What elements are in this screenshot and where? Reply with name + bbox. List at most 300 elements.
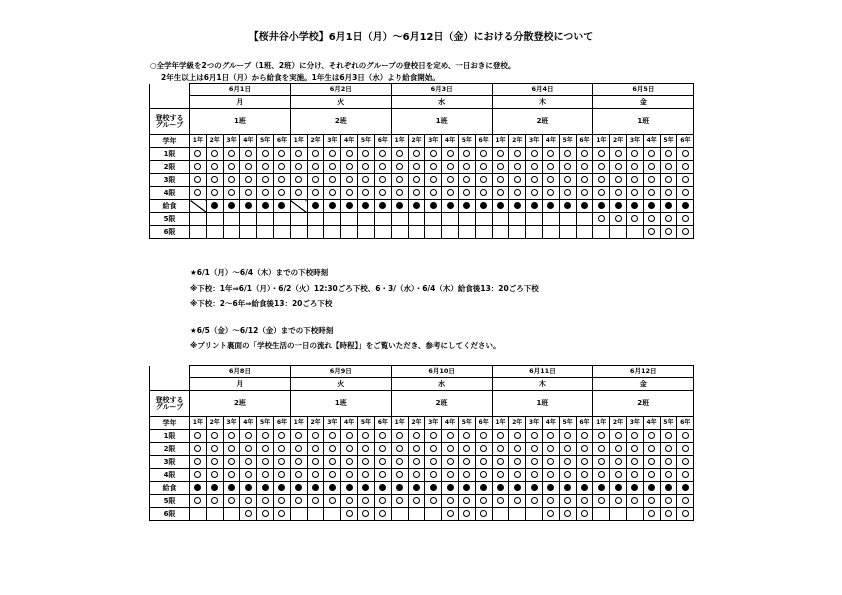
circle-mark [379, 497, 386, 504]
circle-mark [430, 163, 437, 170]
attend-cell [190, 187, 207, 200]
grade-header: 3年 [223, 417, 240, 430]
attend-cell [442, 508, 459, 521]
empty-cell [206, 213, 223, 226]
day-group: 2班 [190, 391, 291, 417]
day-weekday: 金 [593, 96, 694, 109]
filled-circle-mark [631, 202, 638, 209]
grade-header: 4年 [643, 417, 660, 430]
circle-mark [430, 445, 437, 452]
attend-cell [374, 469, 391, 482]
attend-cell [526, 430, 543, 443]
filled-circle-mark [598, 484, 605, 491]
circle-mark [346, 432, 353, 439]
circle-mark [329, 458, 336, 465]
attend-cell [223, 187, 240, 200]
circle-mark [312, 458, 319, 465]
empty-cell [542, 226, 559, 239]
attend-cell [576, 456, 593, 469]
lunch-cell [576, 200, 593, 213]
filled-circle-mark [615, 202, 622, 209]
attend-cell [610, 495, 627, 508]
no-lunch-cell [190, 200, 207, 213]
filled-circle-mark [547, 202, 554, 209]
lunch-cell [643, 200, 660, 213]
attend-cell [677, 495, 694, 508]
circle-mark [648, 445, 655, 452]
filled-circle-mark [682, 484, 689, 491]
lunch-cell [492, 482, 509, 495]
attend-cell [374, 495, 391, 508]
attend-cell [677, 187, 694, 200]
attend-cell [593, 161, 610, 174]
attend-cell [542, 430, 559, 443]
attend-cell [374, 456, 391, 469]
day-date: 6月4日 [492, 84, 593, 96]
attend-cell [475, 443, 492, 456]
attend-cell [257, 430, 274, 443]
empty-cell [475, 226, 492, 239]
circle-mark [497, 176, 504, 183]
filled-circle-mark [514, 484, 521, 491]
day-weekday: 火 [290, 378, 391, 391]
grade-header: 6年 [576, 417, 593, 430]
circle-mark [278, 163, 285, 170]
attend-cell [240, 469, 257, 482]
circle-mark [346, 458, 353, 465]
circle-mark [480, 189, 487, 196]
circle-mark [648, 471, 655, 478]
attend-cell [475, 469, 492, 482]
grade-header: 5年 [559, 417, 576, 430]
attend-cell [442, 469, 459, 482]
grade-header: 2年 [610, 417, 627, 430]
circle-mark [531, 445, 538, 452]
circle-mark [648, 176, 655, 183]
attend-cell [206, 430, 223, 443]
filled-circle-mark [329, 202, 336, 209]
circle-mark [665, 215, 672, 222]
circle-mark [346, 189, 353, 196]
day-group: 1班 [190, 109, 291, 135]
circle-mark [531, 497, 538, 504]
lunch-cell [643, 482, 660, 495]
circle-mark [648, 150, 655, 157]
attend-cell [307, 443, 324, 456]
lunch-cell [475, 482, 492, 495]
attend-cell [542, 456, 559, 469]
empty-cell [374, 226, 391, 239]
circle-mark [228, 163, 235, 170]
attend-cell [593, 430, 610, 443]
circle-mark [480, 445, 487, 452]
lunch-cell [273, 200, 290, 213]
attend-cell [576, 443, 593, 456]
attend-cell [307, 430, 324, 443]
attend-cell [408, 443, 425, 456]
attend-cell [257, 148, 274, 161]
attend-cell [273, 443, 290, 456]
grade-header: 4年 [542, 135, 559, 148]
attend-cell [324, 456, 341, 469]
corner-cell [150, 378, 190, 391]
attend-cell [391, 443, 408, 456]
corner-cell [150, 84, 190, 96]
attend-cell [660, 508, 677, 521]
grade-header: 1年 [290, 135, 307, 148]
circle-mark [682, 228, 689, 235]
circle-mark [312, 497, 319, 504]
circle-mark [682, 432, 689, 439]
empty-cell [492, 508, 509, 521]
empty-cell [408, 226, 425, 239]
circle-mark [245, 445, 252, 452]
lunch-cell [257, 482, 274, 495]
circle-mark [497, 445, 504, 452]
attend-cell [408, 495, 425, 508]
attend-cell [509, 495, 526, 508]
attend-cell [576, 148, 593, 161]
lunch-cell [408, 482, 425, 495]
attend-cell [240, 148, 257, 161]
circle-mark [194, 445, 201, 452]
circle-mark [581, 445, 588, 452]
circle-mark [598, 458, 605, 465]
attend-cell [593, 443, 610, 456]
lunch-cell [358, 482, 375, 495]
empty-cell [290, 213, 307, 226]
attend-cell [542, 508, 559, 521]
lunch-cell [374, 200, 391, 213]
empty-cell [610, 226, 627, 239]
grade-header: 1年 [593, 417, 610, 430]
attend-cell [240, 495, 257, 508]
grade-header: 1年 [190, 417, 207, 430]
page-title: 【桜井谷小学校】6月1日（月）～6月12日（金）における分散登校について [248, 32, 594, 43]
attend-cell [290, 161, 307, 174]
circle-mark [531, 471, 538, 478]
grade-header: 4年 [240, 135, 257, 148]
circle-mark [211, 497, 218, 504]
attend-cell [290, 187, 307, 200]
attend-cell [240, 430, 257, 443]
circle-mark [396, 189, 403, 196]
grade-label: 学年 [150, 135, 190, 148]
empty-cell [492, 226, 509, 239]
attend-cell [492, 456, 509, 469]
lunch-cell [223, 482, 240, 495]
empty-cell [425, 226, 442, 239]
filled-circle-mark [631, 484, 638, 491]
circle-mark [329, 176, 336, 183]
circle-mark [362, 445, 369, 452]
period-label: 給食 [150, 200, 190, 213]
attend-cell [526, 443, 543, 456]
filled-circle-mark [262, 484, 269, 491]
circle-mark [514, 497, 521, 504]
attend-cell [509, 174, 526, 187]
circle-mark [682, 458, 689, 465]
attend-cell [358, 148, 375, 161]
attend-cell [240, 508, 257, 521]
attend-cell [475, 495, 492, 508]
circle-mark [413, 176, 420, 183]
grade-header: 3年 [223, 135, 240, 148]
attend-cell [509, 469, 526, 482]
circle-mark [598, 215, 605, 222]
grade-header: 2年 [408, 135, 425, 148]
circle-mark [598, 497, 605, 504]
grade-header: 2年 [206, 417, 223, 430]
grade-header: 2年 [307, 135, 324, 148]
circle-mark [312, 163, 319, 170]
attend-cell [442, 161, 459, 174]
attend-cell [559, 174, 576, 187]
filled-circle-mark [379, 202, 386, 209]
circle-mark [346, 471, 353, 478]
lunch-cell [509, 482, 526, 495]
attend-cell [358, 443, 375, 456]
circle-mark [447, 176, 454, 183]
circle-mark [564, 189, 571, 196]
circle-mark [262, 176, 269, 183]
circle-mark [379, 163, 386, 170]
notes1-line-1: ※下校：1年⇒6/1（月）・6/2（火）12:30ごろ下校、6・3/（水）・6/4（木）給食後13：20ごろ下校 [190, 284, 539, 293]
attend-cell [206, 148, 223, 161]
grade-header: 5年 [660, 417, 677, 430]
circle-mark [547, 458, 554, 465]
attend-cell [643, 174, 660, 187]
circle-mark [228, 432, 235, 439]
circle-mark [312, 432, 319, 439]
circle-mark [211, 176, 218, 183]
empty-cell [307, 213, 324, 226]
circle-mark [362, 497, 369, 504]
filled-circle-mark [362, 484, 369, 491]
circle-mark [245, 458, 252, 465]
circle-mark [598, 150, 605, 157]
circle-mark [262, 150, 269, 157]
attend-cell [408, 430, 425, 443]
filled-circle-mark [615, 484, 622, 491]
grade-header: 2年 [509, 417, 526, 430]
attend-cell [341, 187, 358, 200]
attend-cell [358, 161, 375, 174]
circle-mark [245, 189, 252, 196]
circle-mark [228, 189, 235, 196]
empty-cell [408, 508, 425, 521]
circle-mark [648, 458, 655, 465]
day-date: 6月12日 [593, 366, 694, 378]
day-group: 2班 [593, 391, 694, 417]
lunch-cell [559, 200, 576, 213]
attend-cell [240, 443, 257, 456]
circle-mark [295, 150, 302, 157]
attend-cell [257, 187, 274, 200]
grade-header: 6年 [576, 135, 593, 148]
circle-mark [463, 471, 470, 478]
empty-cell [223, 213, 240, 226]
circle-mark [262, 510, 269, 517]
circle-mark [329, 150, 336, 157]
attend-cell [223, 161, 240, 174]
empty-cell [542, 213, 559, 226]
period-label: 3限 [150, 174, 190, 187]
filled-circle-mark [598, 202, 605, 209]
circle-mark [262, 471, 269, 478]
empty-cell [526, 226, 543, 239]
attend-cell [492, 469, 509, 482]
circle-mark [262, 497, 269, 504]
circle-mark [278, 458, 285, 465]
circle-mark [194, 471, 201, 478]
empty-cell [391, 213, 408, 226]
empty-cell [425, 213, 442, 226]
period-label: 3限 [150, 456, 190, 469]
attend-cell [677, 469, 694, 482]
circle-mark [447, 510, 454, 517]
circle-mark [631, 445, 638, 452]
circle-mark [413, 189, 420, 196]
circle-mark [648, 215, 655, 222]
attend-cell [307, 495, 324, 508]
attend-cell [190, 161, 207, 174]
attend-cell [660, 226, 677, 239]
lunch-cell [542, 200, 559, 213]
circle-mark [480, 510, 487, 517]
attend-cell [257, 161, 274, 174]
filled-circle-mark [228, 484, 235, 491]
circle-mark [547, 176, 554, 183]
attend-cell [190, 443, 207, 456]
empty-cell [324, 508, 341, 521]
attend-cell [425, 187, 442, 200]
attend-cell [576, 161, 593, 174]
empty-cell [559, 226, 576, 239]
circle-mark [598, 189, 605, 196]
lunch-cell [425, 200, 442, 213]
notes1-line-2: ※下校：2～6年⇒給食後13：20ごろ下校 [190, 299, 333, 308]
attend-cell [458, 187, 475, 200]
circle-mark [194, 497, 201, 504]
attend-cell [627, 174, 644, 187]
attend-cell [677, 430, 694, 443]
attend-cell [290, 456, 307, 469]
circle-mark [564, 471, 571, 478]
attend-cell [341, 495, 358, 508]
circle-mark [648, 497, 655, 504]
attend-cell [626, 469, 643, 482]
circle-mark [295, 189, 302, 196]
circle-mark [615, 458, 622, 465]
circle-mark [379, 510, 386, 517]
circle-mark [413, 458, 420, 465]
grade-header: 6年 [677, 417, 694, 430]
lunch-cell [324, 482, 341, 495]
attend-cell [341, 174, 358, 187]
circle-mark [497, 189, 504, 196]
day-weekday: 月 [190, 96, 291, 109]
circle-mark [480, 150, 487, 157]
circle-mark [329, 471, 336, 478]
attend-cell [408, 469, 425, 482]
circle-mark [682, 163, 689, 170]
attend-cell [324, 161, 341, 174]
attend-cell [358, 174, 375, 187]
lunch-cell [273, 482, 290, 495]
grade-header: 4年 [442, 417, 459, 430]
circle-mark [346, 510, 353, 517]
filled-circle-mark [413, 202, 420, 209]
circle-mark [329, 497, 336, 504]
attend-cell [358, 508, 375, 521]
attend-cell [374, 443, 391, 456]
attend-cell [425, 148, 442, 161]
circle-mark [262, 432, 269, 439]
attend-cell [341, 430, 358, 443]
attend-cell [223, 148, 240, 161]
circle-mark [631, 163, 638, 170]
attend-cell [341, 148, 358, 161]
circle-mark [463, 432, 470, 439]
circle-mark [228, 176, 235, 183]
group-label: 登校する グループ [150, 391, 190, 417]
empty-cell [240, 213, 257, 226]
circle-mark [598, 432, 605, 439]
attend-cell [492, 174, 509, 187]
lunch-cell [442, 482, 459, 495]
attend-cell [643, 443, 660, 456]
circle-mark [362, 150, 369, 157]
attend-cell [206, 495, 223, 508]
circle-mark [211, 163, 218, 170]
lunch-cell [425, 482, 442, 495]
attend-cell [492, 495, 509, 508]
circle-mark [497, 163, 504, 170]
circle-mark [379, 176, 386, 183]
circle-mark [547, 445, 554, 452]
attend-cell [526, 161, 543, 174]
circle-mark [581, 189, 588, 196]
attend-cell [458, 469, 475, 482]
empty-cell [324, 226, 341, 239]
attend-cell [425, 495, 442, 508]
circle-mark [430, 471, 437, 478]
grade-header: 4年 [643, 135, 660, 148]
attend-cell [660, 443, 677, 456]
attend-cell [341, 469, 358, 482]
circle-mark [211, 471, 218, 478]
attend-cell [257, 495, 274, 508]
attend-cell [509, 430, 526, 443]
circle-mark [615, 432, 622, 439]
lunch-cell [358, 200, 375, 213]
grade-header: 5年 [458, 135, 475, 148]
circle-mark [262, 163, 269, 170]
attend-cell [526, 456, 543, 469]
attend-cell [677, 213, 694, 226]
circle-mark [665, 445, 672, 452]
circle-mark [329, 432, 336, 439]
lunch-cell [206, 482, 223, 495]
circle-mark [514, 445, 521, 452]
circle-mark [211, 189, 218, 196]
day-weekday: 水 [391, 378, 492, 391]
grade-label: 学年 [150, 417, 190, 430]
day-date: 6月3日 [391, 84, 492, 96]
attend-cell [290, 430, 307, 443]
period-label: 5限 [150, 213, 190, 226]
